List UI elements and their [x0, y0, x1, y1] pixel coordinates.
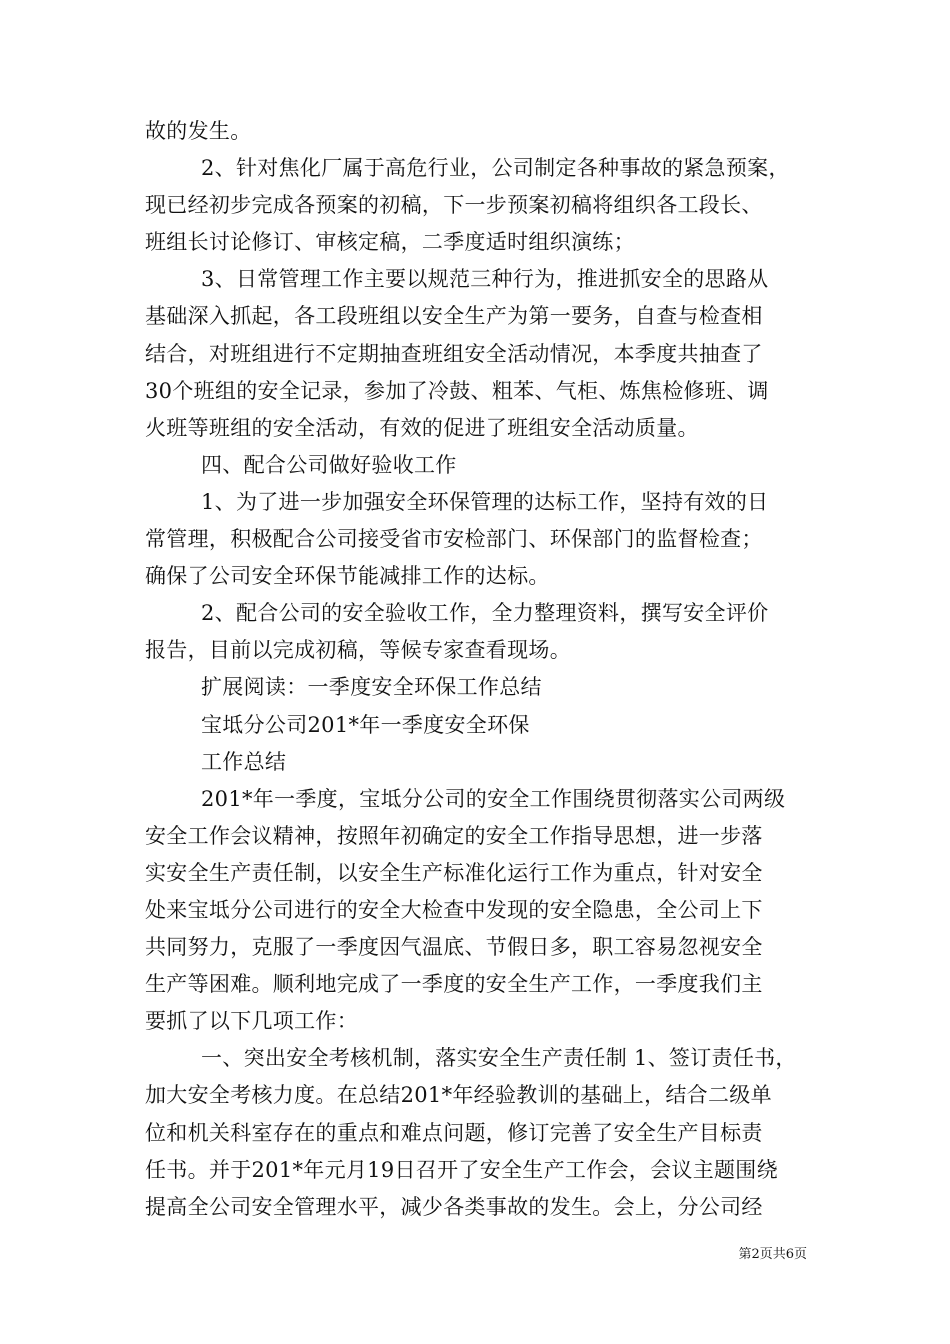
document-body: [145, 113, 815, 1226]
text-line: 实安全生产责任制，以安全生产标准化运行工作为重点，针对安全: [145, 860, 763, 885]
text-line: 常管理，积极配合公司接受省市安检部门、环保部门的监督检查；: [145, 527, 763, 552]
text-line: 位和机关科室存在的重点和难点问题，修订完善了安全生产目标责: [145, 1120, 763, 1145]
text-line: 要抓了以下几项工作：: [145, 1009, 358, 1034]
text-line: 处来宝坻分公司进行的安全大检查中发现的安全隐患，全公司上下: [145, 897, 763, 922]
text-line: 报告，目前以完成初稿，等候专家查看现场。: [145, 638, 571, 663]
text-line: 加大安全考核力度。在总结201*年经验教训的基础上，结合二级单: [145, 1083, 772, 1108]
extended-reading-heading: 扩展阅读：一季度安全环保工作总结: [201, 675, 542, 700]
text-line: 火班等班组的安全活动，有效的促进了班组安全活动质量。: [145, 415, 699, 440]
page-number: 第2页共6页: [738, 1247, 807, 1262]
text-line: 班组长讨论修订、审核定稿，二季度适时组织演练；: [145, 230, 635, 255]
text-line: 一、突出安全考核机制，落实安全生产责任制 1、签订责任书，: [201, 1046, 797, 1071]
text-line: 提高全公司安全管理水平，减少各类事故的发生。会上，分公司经: [145, 1194, 763, 1219]
text-line: 2、配合公司的安全验收工作，全力整理资料，撰写安全评价: [201, 601, 769, 626]
section-heading: 四、配合公司做好验收工作: [201, 452, 457, 477]
text-line: 3、日常管理工作主要以规范三种行为，推进抓安全的思路从: [201, 267, 769, 292]
text-line: 2、针对焦化厂属于高危行业，公司制定各种事故的紧急预案，: [201, 156, 790, 181]
text-line: 共同努力，克服了一季度因气温底、节假日多，职工容易忽视安全: [145, 935, 763, 960]
text-line: 1、为了进一步加强安全环保管理的达标工作，坚持有效的日: [201, 489, 769, 514]
text-line: 30个班组的安全记录，参加了冷鼓、粗苯、气柜、炼焦检修班、调: [145, 378, 769, 403]
text-line: 现已经初步完成各预案的初稿，下一步预案初稿将组织各工段长、: [145, 193, 763, 218]
text-line: 201*年一季度，宝坻分公司的安全工作围绕贯彻落实公司两级: [201, 786, 786, 811]
report-title: 宝坻分公司201*年一季度安全环保: [201, 712, 530, 737]
text-line: 结合，对班组进行不定期抽查班组安全活动情况，本季度共抽查了: [145, 341, 763, 366]
text-line: 故的发生。: [145, 119, 252, 143]
text-line: 任书。并于201*年元月19日召开了安全生产工作会，会议主题围绕: [145, 1157, 778, 1182]
text-line: 基础深入抓起，各工段班组以安全生产为第一要务，自查与检查相: [145, 304, 763, 329]
text-line: 确保了公司安全环保节能减排工作的达标。: [145, 564, 550, 589]
text-line: 生产等困难。顺利地完成了一季度的安全生产工作，一季度我们主: [145, 972, 763, 997]
report-title: 工作总结: [201, 749, 287, 774]
text-line: 安全工作会议精神，按照年初确定的安全工作指导思想，进一步落: [145, 823, 763, 848]
